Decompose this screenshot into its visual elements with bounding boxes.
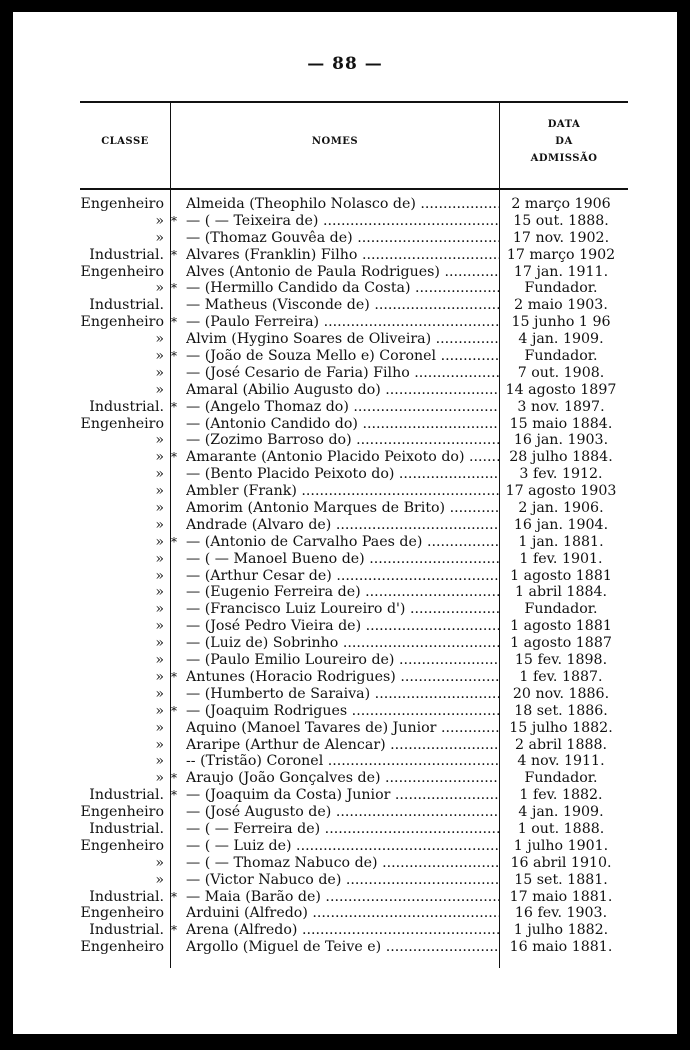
name-cell: — (Francisco Luiz Loureiro d') ..... <box>186 601 499 618</box>
classe-cell: » <box>155 770 164 787</box>
date-cell: 16 maio 1881. <box>509 939 613 956</box>
page-number: — 88 — <box>307 54 383 74</box>
classe-cell: » <box>155 652 164 669</box>
name-cell: — (João de Souza Mello e) Coronel ..... <box>186 348 499 365</box>
classe-cell: » <box>155 668 164 685</box>
name-cell: — (Paulo Ferreira) ..... <box>186 314 499 331</box>
table-row <box>13 230 677 247</box>
date-cell: Fundador. <box>524 601 598 618</box>
asterisk-mark: * <box>171 349 177 364</box>
classe-cell: » <box>155 567 164 584</box>
classe-cell: » <box>155 584 164 601</box>
classe-cell: » <box>155 483 164 500</box>
name-cell: — ( — Luiz de) ..... <box>186 838 499 855</box>
date-cell: 15 set. 1881. <box>514 871 608 888</box>
date-cell: 15 fev. 1898. <box>514 652 608 669</box>
table-row <box>13 872 677 889</box>
name-cell: — (Antonio de Carvalho Paes de) ..... <box>186 534 499 551</box>
table-row <box>13 584 677 601</box>
asterisk-mark: * <box>171 923 177 938</box>
header-data-line1: DATA <box>547 119 581 130</box>
date-cell: 17 nov. 1902. <box>512 229 610 246</box>
date-cell: 16 fev. 1903. <box>514 905 608 922</box>
table-row <box>13 449 677 466</box>
classe-cell: Industrial. <box>89 297 164 314</box>
date-cell: 3 nov. 1897. <box>517 398 605 415</box>
date-cell: 18 set. 1886. <box>514 702 608 719</box>
date-cell: 2 maio 1903. <box>514 297 608 314</box>
date-cell: 1 julho 1882. <box>513 922 609 939</box>
asterisk-mark: * <box>171 315 177 330</box>
asterisk-mark: * <box>171 247 177 262</box>
name-cell: Araujo (João Gonçalves de) ..... <box>186 770 499 787</box>
name-cell: -- (Tristão) Coronel ..... <box>186 753 499 770</box>
table-row <box>13 314 677 331</box>
classe-cell: Engenheiro <box>80 905 164 922</box>
table-row <box>13 517 677 534</box>
date-cell: 1 fev. 1901. <box>519 550 603 567</box>
table-row <box>13 770 677 787</box>
classe-cell: Industrial. <box>89 787 164 804</box>
table-row <box>13 331 677 348</box>
date-cell: 1 agosto 1881 <box>510 567 612 584</box>
table-row <box>13 720 677 737</box>
date-cell: 28 julho 1884. <box>509 449 613 466</box>
table-row <box>13 247 677 264</box>
header-data <box>500 116 628 167</box>
classe-cell: » <box>155 280 164 297</box>
name-cell: — (José Cesario de Faria) Filho ..... <box>186 365 499 382</box>
top-rule <box>80 101 628 103</box>
name-cell: Amaral (Abilio Augusto do) ..... <box>186 382 499 399</box>
header-data-line2: DA <box>555 136 573 147</box>
header-classe: CLASSE <box>101 136 149 147</box>
table-row <box>13 821 677 838</box>
table-row <box>13 753 677 770</box>
header-bottom-rule <box>80 188 628 190</box>
table-row <box>13 855 677 872</box>
asterisk-mark: * <box>171 213 177 228</box>
date-cell: 3 fev. 1912. <box>519 466 603 483</box>
date-cell: 2 jan. 1906. <box>518 500 604 517</box>
date-cell: 17 jan. 1911. <box>513 263 609 280</box>
table-row <box>13 922 677 939</box>
classe-cell: » <box>155 331 164 348</box>
date-cell: 2 março 1906 <box>511 196 611 212</box>
classe-cell: Industrial. <box>89 820 164 837</box>
classe-cell: » <box>155 348 164 365</box>
name-cell: Aquino (Manoel Tavares de) Junior ..... <box>186 720 499 737</box>
classe-cell: Engenheiro <box>80 196 164 212</box>
table-row <box>13 618 677 635</box>
name-cell: — (Zozimo Barroso do) ..... <box>186 432 499 449</box>
classe-cell: Engenheiro <box>80 939 164 956</box>
classe-cell: » <box>155 550 164 567</box>
date-cell: 17 março 1902 <box>506 246 616 263</box>
classe-cell: » <box>155 601 164 618</box>
date-cell: 1 abril 1884. <box>514 584 608 601</box>
table-row <box>13 280 677 297</box>
table-row <box>13 804 677 821</box>
name-cell: — (Hermillo Candido da Costa) ..... <box>186 280 499 297</box>
date-cell: 1 agosto 1887 <box>510 635 612 652</box>
table-row <box>13 939 677 956</box>
table-row <box>13 568 677 585</box>
name-cell: Antunes (Horacio Rodrigues) ..... <box>186 669 499 686</box>
table-row <box>13 838 677 855</box>
name-cell: Amarante (Antonio Placido Peixoto do) ..... <box>186 449 499 466</box>
classe-cell: Industrial. <box>89 922 164 939</box>
classe-cell: » <box>155 229 164 246</box>
name-cell: Alves (Antonio de Paula Rodrigues) ..... <box>186 264 499 281</box>
date-cell: 16 jan. 1904. <box>513 516 609 533</box>
name-cell: — (Eugenio Ferreira de) ..... <box>186 584 499 601</box>
name-cell: — (Joaquim da Costa) Junior ..... <box>186 787 499 804</box>
date-cell: 4 jan. 1909. <box>518 804 604 821</box>
table-row <box>13 399 677 416</box>
classe-cell: » <box>155 854 164 871</box>
name-cell: — Maia (Barão de) ..... <box>186 889 499 906</box>
name-cell: — ( — Teixeira de) ..... <box>186 213 499 230</box>
classe-cell: » <box>155 736 164 753</box>
table-row <box>13 382 677 399</box>
classe-cell: Engenheiro <box>80 415 164 432</box>
table-row <box>13 213 677 230</box>
classe-cell: » <box>155 618 164 635</box>
classe-cell: Engenheiro <box>80 263 164 280</box>
classe-cell: » <box>155 500 164 517</box>
date-cell: 1 jan. 1881. <box>518 533 604 550</box>
classe-cell: » <box>155 381 164 398</box>
table-row <box>13 737 677 754</box>
date-cell: 16 jan. 1903. <box>513 432 609 449</box>
classe-cell: » <box>155 871 164 888</box>
name-cell: — (Angelo Thomaz do) ..... <box>186 399 499 416</box>
name-cell: — (Paulo Emilio Loureiro de) ..... <box>186 652 499 669</box>
date-cell: 1 out. 1888. <box>517 820 605 837</box>
name-cell: Arena (Alfredo) ..... <box>186 922 499 939</box>
name-cell: — (José Pedro Vieira de) ..... <box>186 618 499 635</box>
classe-cell: » <box>155 466 164 483</box>
classe-cell: Engenheiro <box>80 837 164 854</box>
asterisk-mark: * <box>171 771 177 786</box>
name-cell: — (Antonio Candido do) ..... <box>186 416 499 433</box>
document-page <box>13 12 677 1034</box>
name-cell: — (José Augusto de) ..... <box>186 804 499 821</box>
date-cell: Fundador. <box>524 348 598 365</box>
name-cell: Argollo (Miguel de Teive e) ..... <box>186 939 499 956</box>
table-row <box>13 466 677 483</box>
classe-cell: » <box>155 702 164 719</box>
date-cell: 15 out. 1888. <box>513 212 609 229</box>
table-row <box>13 196 677 213</box>
asterisk-mark: * <box>171 788 177 803</box>
date-cell: 2 abril 1888. <box>514 736 608 753</box>
classe-cell: » <box>155 719 164 736</box>
table-row <box>13 686 677 703</box>
classe-cell: Industrial. <box>89 398 164 415</box>
date-cell: 7 out. 1908. <box>517 364 605 381</box>
name-cell: — ( — Manoel Bueno de) ..... <box>186 551 499 568</box>
date-cell: 14 agosto 1897 <box>505 381 617 398</box>
name-cell: Amorim (Antonio Marques de Brito) ..... <box>186 500 499 517</box>
classe-cell: » <box>155 449 164 466</box>
classe-cell: Industrial. <box>89 888 164 905</box>
name-cell: — (Thomaz Gouvêa de) ..... <box>186 230 499 247</box>
asterisk-mark: * <box>171 703 177 718</box>
date-cell: Fundador. <box>524 770 598 787</box>
name-cell: Alvares (Franklin) Filho ..... <box>186 247 499 264</box>
classe-cell: » <box>155 533 164 550</box>
name-cell: — (Bento Placido Peixoto do) ..... <box>186 466 499 483</box>
table-row <box>13 264 677 281</box>
date-cell: Fundador. <box>524 280 598 297</box>
date-cell: 17 maio 1881. <box>509 888 613 905</box>
date-cell: 17 agosto 1903 <box>505 483 617 500</box>
classe-cell: » <box>155 685 164 702</box>
name-cell: Ambler (Frank) ..... <box>186 483 499 500</box>
asterisk-mark: * <box>171 281 177 296</box>
name-cell: — ( — Thomaz Nabuco de) ..... <box>186 855 499 872</box>
asterisk-mark: * <box>171 534 177 549</box>
table-row <box>13 669 677 686</box>
date-cell: 16 abril 1910. <box>510 854 612 871</box>
table-row <box>13 905 677 922</box>
table-row <box>13 534 677 551</box>
table-row <box>13 483 677 500</box>
date-cell: 4 nov. 1911. <box>517 753 605 770</box>
name-cell: Alvim (Hygino Soares de Oliveira) ..... <box>186 331 499 348</box>
table-row <box>13 551 677 568</box>
date-cell: 1 fev. 1882. <box>519 787 603 804</box>
classe-cell: » <box>155 212 164 229</box>
name-cell: — Matheus (Visconde de) ..... <box>186 297 499 314</box>
table-row <box>13 787 677 804</box>
name-cell: — (Humberto de Saraiva) ..... <box>186 686 499 703</box>
date-cell: 20 nov. 1886. <box>512 685 610 702</box>
classe-cell: » <box>155 516 164 533</box>
classe-cell: Engenheiro <box>80 314 164 331</box>
header-nomes: NOMES <box>311 136 359 147</box>
classe-cell: Engenheiro <box>80 804 164 821</box>
table-row <box>13 432 677 449</box>
asterisk-mark: * <box>171 889 177 904</box>
table-row <box>13 601 677 618</box>
asterisk-mark: * <box>171 399 177 414</box>
member-list <box>13 196 677 956</box>
classe-cell: » <box>155 753 164 770</box>
table-row <box>13 297 677 314</box>
table-row <box>13 635 677 652</box>
name-cell: Arduini (Alfredo) ..... <box>186 905 499 922</box>
name-cell: Almeida (Theophilo Nolasco de) ..... <box>186 196 499 213</box>
date-cell: 1 fev. 1887. <box>519 668 603 685</box>
date-cell: 1 julho 1901. <box>513 837 609 854</box>
asterisk-mark: * <box>171 669 177 684</box>
date-cell: 1 agosto 1881 <box>510 618 612 635</box>
header-data-line3: ADMISSÃO <box>530 153 598 164</box>
name-cell: — ( — Ferreira de) ..... <box>186 821 499 838</box>
table-row <box>13 416 677 433</box>
classe-cell: » <box>155 635 164 652</box>
date-cell: 15 junho 1 96 <box>511 314 611 331</box>
classe-cell: » <box>155 432 164 449</box>
classe-cell: Industrial. <box>89 246 164 263</box>
date-cell: 15 julho 1882. <box>509 719 613 736</box>
classe-cell: » <box>155 364 164 381</box>
table-row <box>13 348 677 365</box>
table-row <box>13 703 677 720</box>
name-cell: Andrade (Alvaro de) ..... <box>186 517 499 534</box>
name-cell: — (Joaquim Rodrigues ..... <box>186 703 499 720</box>
table-row <box>13 652 677 669</box>
name-cell: Araripe (Arthur de Alencar) ..... <box>186 737 499 754</box>
table-row <box>13 889 677 906</box>
date-cell: 4 jan. 1909. <box>518 331 604 348</box>
date-cell: 15 maio 1884. <box>509 415 613 432</box>
name-cell: — (Victor Nabuco de) ..... <box>186 872 499 889</box>
asterisk-mark: * <box>171 450 177 465</box>
name-cell: — (Arthur Cesar de) ..... <box>186 568 499 585</box>
table-row <box>13 365 677 382</box>
name-cell: — (Luiz de) Sobrinho ..... <box>186 635 499 652</box>
table-row <box>13 500 677 517</box>
